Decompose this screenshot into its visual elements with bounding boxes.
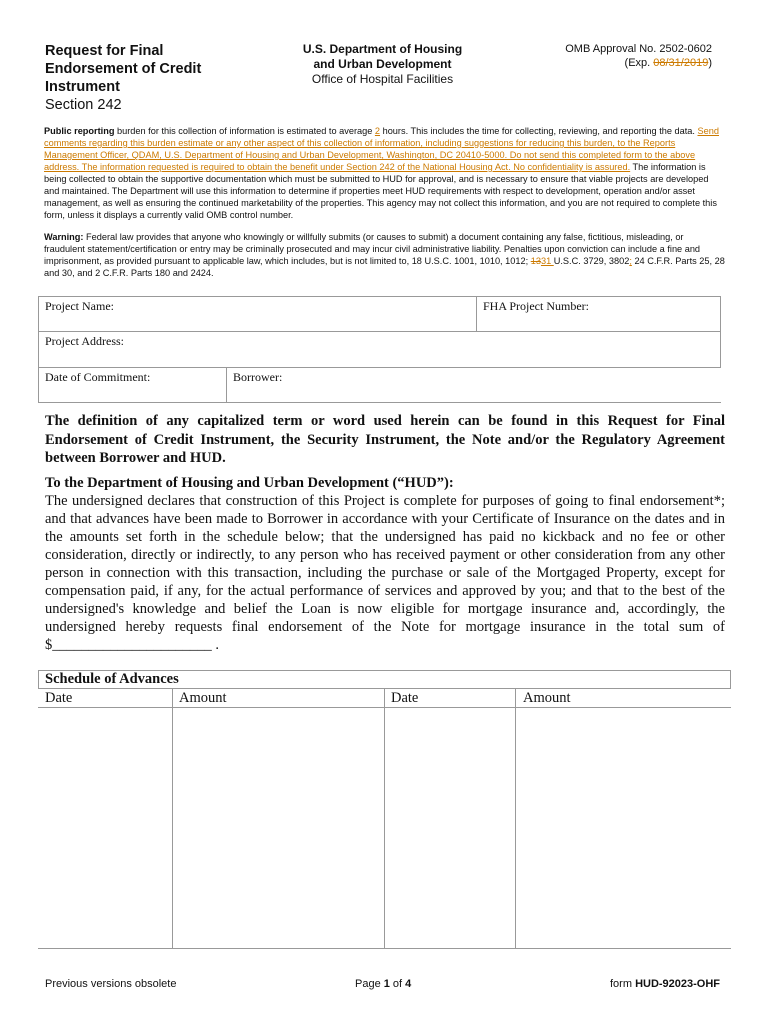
page-current: 1 [383,978,390,990]
burden-hours: 2 [374,126,381,136]
page-of: of [389,978,406,990]
form-title-block [45,42,245,114]
date-of-commitment-label: Date of Commitment: [45,370,151,384]
department-line-2: and Urban Development [313,57,452,71]
form-title-line-2: Endorsement of Credit [45,61,202,77]
schedule-divider-2 [384,688,385,948]
burden-text-2: hours. This includes the time for collecting, reviewing, and reporting the data. [380,126,698,136]
warning-text-2: U.S.C. 3729, 3802 [553,256,630,266]
burden-text-1: burden for this collection of information is estimated to average [114,126,375,136]
department-line-1: U.S. Department of Housing [302,42,463,56]
form-number: HUD-92023-OHF [635,978,721,990]
project-name-field[interactable] [38,296,477,332]
schedule-divider-3 [515,688,516,948]
burden-deleted-text: Send comments regarding this burden estimate or any other aspect of this collection of information, including suggestions for reducing this burden, to the Reports Management Officer, QDAM, U.S. Department of Housing and Urban Development, Washington, DC 20410-5000. Do not send this completed form to the above address. The information requested is required to obtain the benefit under Section 242 of the National Housing Act. No confidentiality is assured. [44,126,719,172]
schedule-title: Schedule of Advances [45,671,179,687]
date-of-commitment-field[interactable] [38,367,227,403]
to-hud-heading: To the Department of Housing and Urban Development (“HUD”): [45,475,454,491]
burden-lead: Public reporting [44,126,115,136]
schedule-col-date-2: Date [391,690,419,706]
definition-paragraph: The definition of any capitalized term or word used herein can be found in this Request for Final Endorsement of Credit Instrument, the Security Instrument, the Note and/or the Regulatory Agreement between Borrower and HUD. [45,413,725,466]
fha-project-number-field[interactable] [476,296,721,332]
office-name: Office of Hospital Facilities [311,72,454,86]
warning-struck-13: 13 [530,256,541,266]
burden-statement [44,125,726,221]
warning-text-3: 24 C.F.R. Parts 25, 28 and 30, and 2 C.F.R. Parts 180 and 2424. [44,256,725,278]
agency-block [290,42,475,87]
form-title-line-3: Instrument [45,79,120,95]
warning-inserted-31: 31 [540,256,554,266]
schedule-bottom-rule [38,948,731,949]
borrower-label: Borrower: [233,370,283,384]
borrower-field[interactable] [226,367,721,403]
exp-date-struck: 08/31/2019 [653,57,709,69]
exp-suffix: ) [708,57,712,69]
warning-text-1: Federal law provides that anyone who knowingly or willfully submits (or causes to submit) a document containing any false, fictitious, misleading, or fraudulent statement/certification or entry may be criminally prosecuted and may incur civil administrative liability. Penalties upon conviction can include a fine and imprisonment, as provided pursuant to applicable law, which includes, but is not limited to, 18 U.S.C. 1001, 1010, 1012; [44,232,701,266]
warning-label: Warning: [44,232,84,242]
footer-form-number [610,978,720,990]
footer-obsolete-note: Previous versions obsolete [45,978,177,990]
form-title-line-1: Request for Final [45,43,164,59]
page-prefix: Page [355,978,384,990]
schedule-col-date-1: Date [45,690,73,706]
warning-statement [44,231,726,279]
footer-page-number [355,978,411,990]
page-total: 4 [405,978,412,990]
form-prefix: form [610,978,636,990]
warning-inserted-semicolon: ; [629,256,632,266]
declaration-paragraph: The undersigned declares that construction of this Project is complete for purposes of going to final endorsement*; and that advances have been made to Borrower in accordance with your Certificate of Insurance on the dates and in the amounts set forth in the schedule below; that the undersigned has paid no kickback and no fee or other consideration, directly or indirectly, to any person who has received payment or other consideration from any other person in connection with this transaction, including the purchase or sale of the Mortgaged Property, except for compensation paid, if any, for the actual performance of services and approved by you; and that to the best of the undersigned's knowledge and belief the Loan is now eligible for mortgage insurance and, accordingly, the undersigned hereby requests final endorsement of the Note for mortgage insurance in the total sum of $______________________ . [45,493,725,653]
schedule-col-amount-2: Amount [523,690,571,706]
schedule-divider-1 [172,688,173,948]
burden-text-3: The information is being collected to obtain the supportive documentation which must be submitted to HUD for approval, and is necessary to ensure that viable projects are developed and maintained. The Department will use this information to determine if properties meet HUD requirements with respect to development, operation and/or asset management, as well as ensuring the continued marketability of the properties. This agency may not collect this information, and you are not required to complete this form, unless it displays a currently valid OMB control number. [44,162,717,220]
fha-project-number-label: FHA Project Number: [483,299,589,313]
schedule-col-amount-1: Amount [179,690,227,706]
omb-block [520,42,712,70]
project-address-field[interactable] [38,331,721,368]
expiration-line [520,56,712,70]
omb-approval-number: OMB Approval No. 2502-0602 [565,43,712,55]
exp-prefix: (Exp. [624,57,654,69]
section-label: Section 242 [45,97,122,113]
project-address-label: Project Address: [45,334,124,348]
project-name-label: Project Name: [45,299,114,313]
